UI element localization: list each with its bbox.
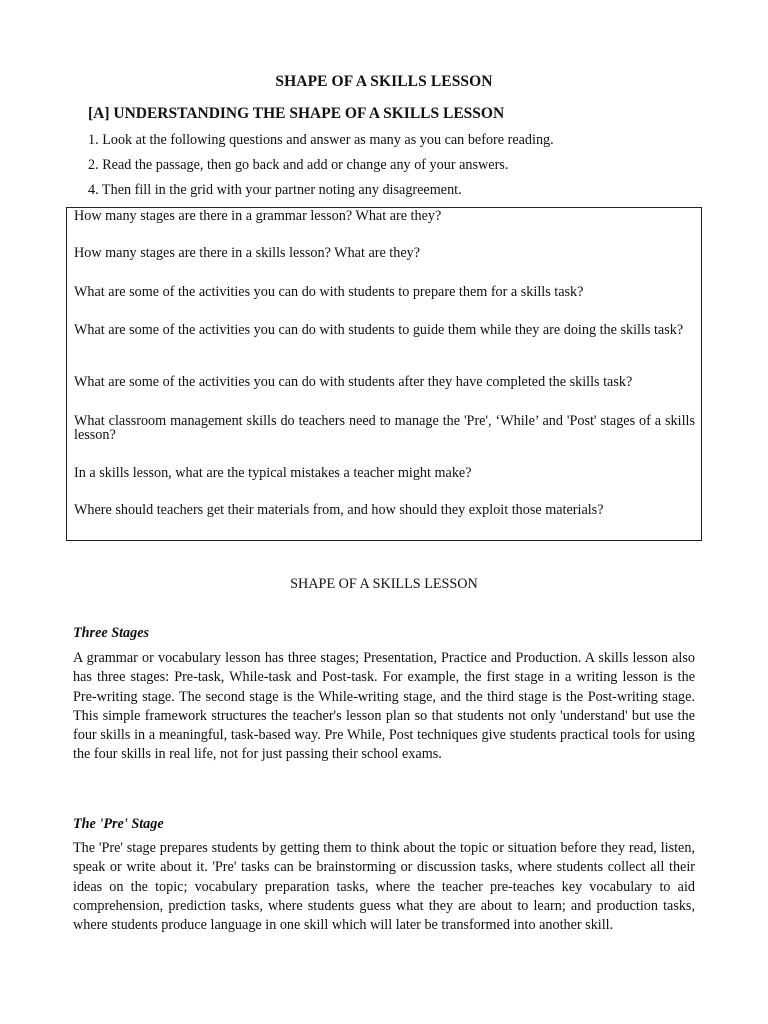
passage-title: SHAPE OF A SKILLS LESSON [290, 576, 478, 592]
question-item: How many stages are there in a skills lesson? What are they? [74, 245, 421, 261]
question-item: What are some of the activities you can do with students after they have completed the skills task? [74, 374, 633, 390]
question-item: How many stages are there in a grammar lesson? What are they? [74, 208, 442, 224]
paragraph-three-stages: A grammar or vocabulary lesson has three stages; Presentation, Practice and Production. A skills lesson also has three stages: Pre-task, While-task and Post-task. For example, the first stage in a writing lesson is the Pre-writing stage. The second stage is the While-writing stage, and the third stage is the Post-writing stage. This simple framework structures the teacher's lesson plan so that students not only 'understand' but use the four skills in a meaningful, task-based way. Pre While, Post techniques give students practical tools for using the four skills in real life, not for just passing their school exams. [73, 650, 695, 763]
instruction-line: 1. Look at the following questions and answer as many as you can before reading. [88, 132, 554, 148]
question-item: What are some of the activities you can do with students to guide them while they are doing the skills task? [74, 322, 684, 338]
instruction-line: 2. Read the passage, then go back and add or change any of your answers. [88, 157, 509, 173]
question-item: What classroom management skills do teachers need to manage the 'Pre', ‘While’ and 'Post' stages of a skills lesson? [74, 413, 695, 443]
paragraph-pre-stage: The 'Pre' stage prepares students by getting them to think about the topic or situation before they read, listen, speak or write about it. 'Pre' tasks can be brainstorming or discussion tasks, where students collect all their ideas on the topic; vocabulary preparation tasks, where the teacher pre-teaches key vocabulary to aid comprehension, prediction tasks, where students guess what they are about to learn; and production tasks, where students produce language in one skill which will later be transformed into another skill. [73, 840, 695, 934]
subheading-pre-stage: The 'Pre' Stage [73, 816, 164, 832]
question-item: In a skills lesson, what are the typical mistakes a teacher might make? [74, 465, 472, 481]
question-item: Where should teachers get their materials from, and how should they exploit those materials? [74, 502, 604, 518]
subheading-three-stages: Three Stages [73, 625, 150, 641]
instruction-line: 4. Then fill in the grid with your partner noting any disagreement. [88, 182, 462, 198]
question-item: What are some of the activities you can do with students to prepare them for a skills task? [74, 284, 584, 300]
page-title: SHAPE OF A SKILLS LESSON [275, 73, 493, 90]
question-box [66, 207, 702, 541]
section-heading: [A] UNDERSTANDING THE SHAPE OF A SKILLS LESSON [88, 105, 505, 122]
